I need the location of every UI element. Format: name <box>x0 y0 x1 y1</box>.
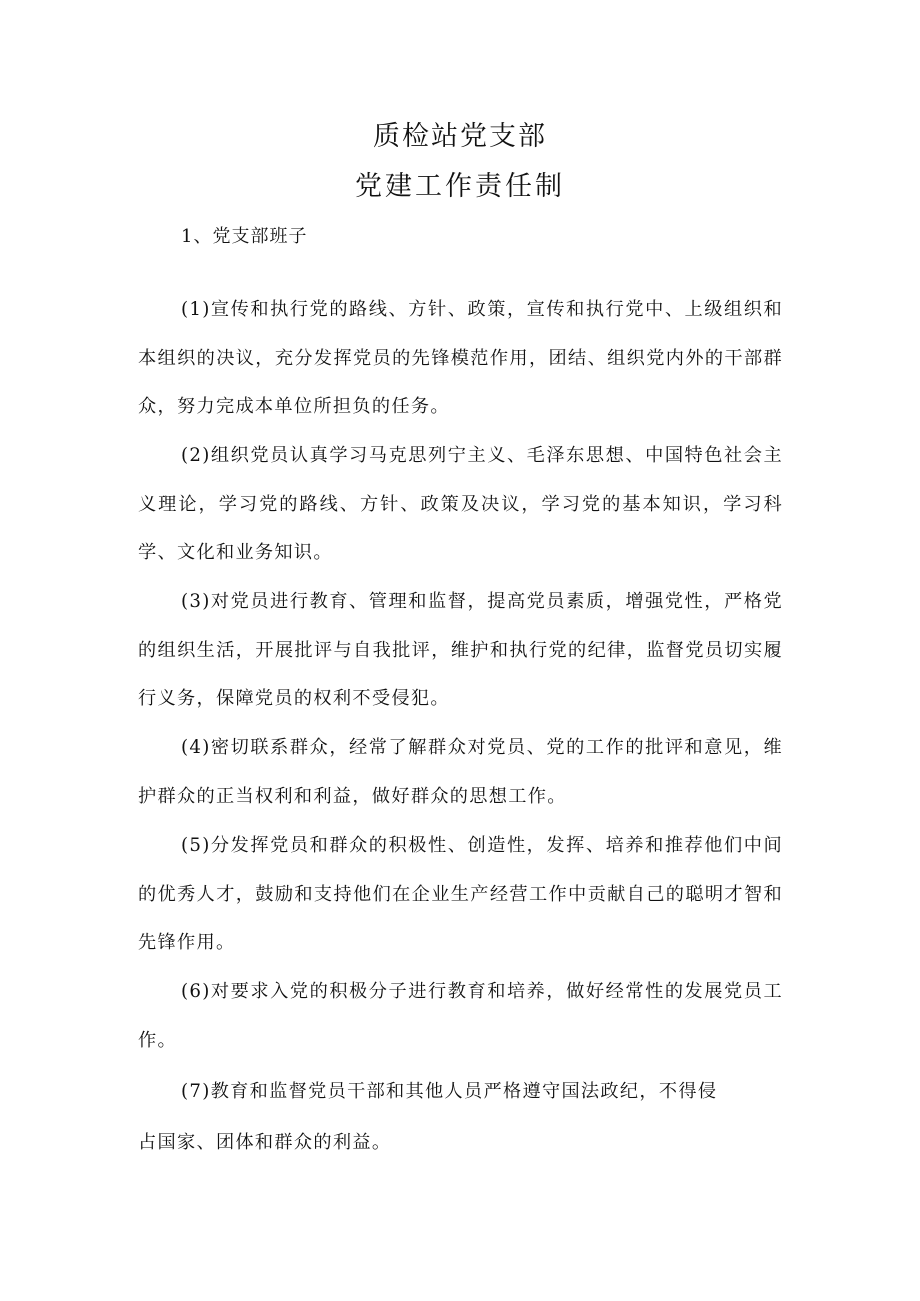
paragraph-2: (2)组织党员认真学习马克思列宁主义、毛泽东思想、中国特色社会主义理论，学习党的路线、方针、政策及决议，学习党的基本知识，学习科学、文化和业务知识。 <box>138 445 783 563</box>
paragraph-5: (5)分发挥党员和群众的积极性、创造性，发挥、培养和推荐他们中间的优秀人才，鼓励和支持他们在企业生产经营工作中贡献自己的聪明才智和先锋作用。 <box>138 835 783 953</box>
paragraph-3: (3)对党员进行教育、管理和监督，提高党员素质，增强党性，严格党的组织生活，开展批评与自我批评，维护和执行党的纪律，监督党员切实履行义务，保障党员的权利不受侵犯。 <box>138 591 783 709</box>
document-title-line2: 党建工作责任制 <box>355 171 565 202</box>
paragraph-1: (1)宣传和执行党的路线、方针、政策，宣传和执行党中、上级组织和本组织的决议，充分发挥党员的先锋模范作用，团结、组织党内外的干部群众，努力完成本单位所担负的任务。 <box>138 299 783 417</box>
paragraph-6: (6)对要求入党的积极分子进行教育和培养，做好经常性的发展党员工作。 <box>138 981 783 1051</box>
paragraph-7-line2: 占国家、团体和群众的利益。 <box>138 1132 392 1153</box>
document-title-line1: 质检站党支部 <box>373 121 547 152</box>
paragraph-7-line1: (7)教育和监督党员干部和其他人员严格遵守国法政纪，不得侵 <box>181 1081 718 1102</box>
section-heading: 1、党支部班子 <box>181 226 308 247</box>
paragraph-4: (4)密切联系群众，经常了解群众对党员、党的工作的批评和意见，维护群众的正当权利和利益，做好群众的思想工作。 <box>138 737 783 807</box>
